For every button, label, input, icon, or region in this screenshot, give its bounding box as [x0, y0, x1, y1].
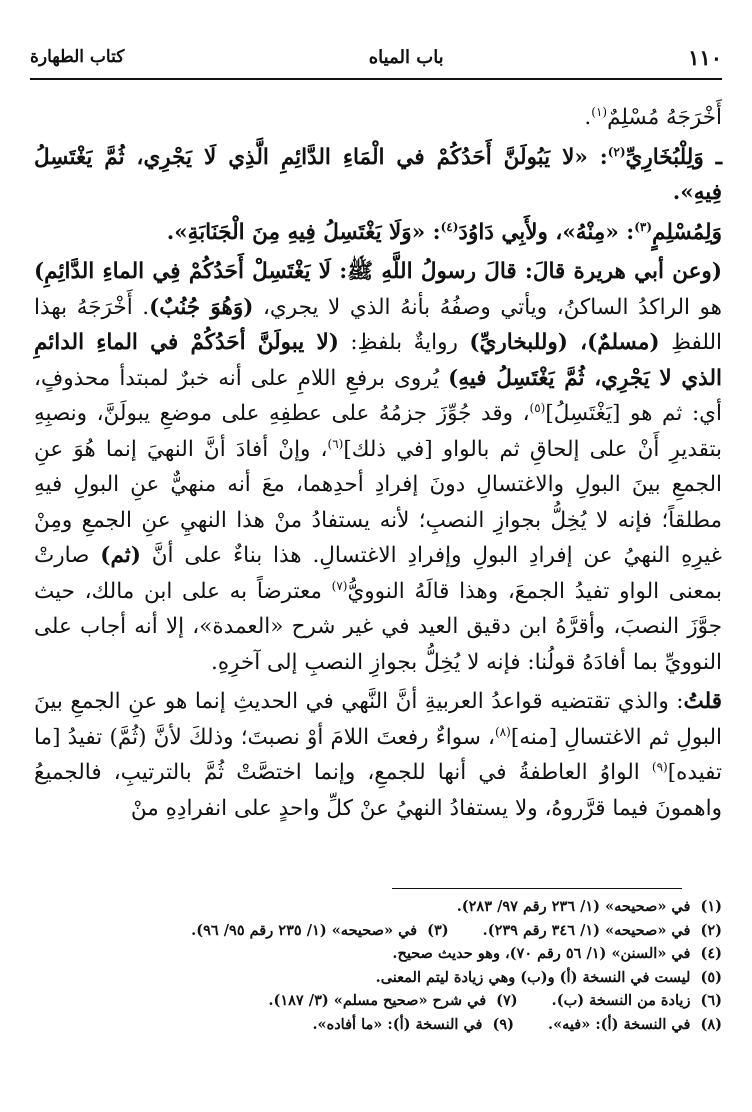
footnote-text: في «صحيحه» (١/ ٢٣٥ رقم ٩٥/ ٩٦).: [191, 921, 418, 939]
footnote-ref-3[interactable]: (٣): [634, 219, 653, 234]
text: : «وَلَا يَغْتَسِلُ فِيهِ مِنَ الْجَنَابَةِ».: [166, 219, 441, 245]
paragraph-2: [34, 140, 722, 211]
footnote-number: (٧): [496, 992, 518, 1009]
footnote-ref-9[interactable]: (٩): [651, 759, 668, 774]
footnote-row: [70, 989, 722, 1013]
footnote-number: (١): [700, 898, 722, 915]
footnote-ref-5[interactable]: (٥): [529, 400, 546, 415]
footnote-7: [268, 989, 517, 1013]
footnote-text: في شرح «صحيح مسلم» (٣/ ١٨٧).: [268, 992, 487, 1009]
text: أَخْرَجَهُ مُسْلِمٌ: [607, 105, 722, 130]
footnote-5: [376, 966, 722, 990]
paragraph-3: [34, 215, 722, 251]
text: ، وإنْ أفادَ أنَّ النهيَ إنما هُوَ عنِ الجمعِ بينَ البولِ والاغتسالِ دونَ إفرادِ أحدِهما، معَ أنه منهيٌّ عنِ البولِ فيهِ مطلقاً؛ فإنه لا يُخِلُّ بجوازِ النصبِ؛ لأنه يستفادُ منْ هذا النهيِ عنِ الجمعِ ومِنْ غيرِهِ النهيُ عن إفرادِ البولِ وإفرادِ الاغتسالِ. هذا بناءٌ على أنَّ: [34, 436, 723, 568]
footnote-number: (٤): [700, 945, 722, 962]
footnote-row: [70, 919, 722, 943]
text: ، سواءٌ رفعتَ اللامَ أوْ نصبتَ؛ وذلكَ لأنَّ (ثُمَّ) تفيدُ [ما تفيده]: [34, 724, 722, 785]
page-number: ١١٠: [688, 44, 722, 70]
text: معترضاً به على ابن مالك، حيث جوَّزَ النصبَ، وأقرَّهُ ابن دقيق العيد في غير شرح «العمدة»، إلا أنه أجاب على النوويِّ بما أفادَهُ قولُنا: فإنه لا يُخِلُّ بجوازِ النصبِ إلى آخرِهِ.: [34, 578, 722, 675]
footnote-row: [70, 966, 722, 990]
footnote-text: في «صحيحه» (١/ ٢٣٦ رقم ٩٧/ ٢٨٣).: [456, 898, 691, 915]
footnote-1: [457, 895, 722, 919]
running-header: [30, 40, 722, 74]
footnote-3: [191, 919, 448, 943]
footnote-9: [312, 1013, 514, 1037]
text: الواوُ العاطفةُ في أنها للجمعِ، وإنما اختصَّتْ ثُمَّ بالترتيبِ، فالجميعُ واهمونَ فيما قرَّروهُ، ولا يستفادُ النهيُ عنْ كلِّ واحدٍ على انفرادِهِ منْ: [34, 760, 722, 821]
text: ـ وَلِلْبُخَارِيِّ: [625, 144, 722, 170]
hadith-quote: (لا يبولَنَّ أحَدُكُمْ في الماءِ الدائمِ الذي لا يَجْرِي، ثُمَّ يَغْتَسِلُ فيهِ): [34, 330, 722, 391]
footnote-text: زيادة من النسخة (ب).: [551, 992, 691, 1009]
text: وَلِمُسْلِمٍ: [652, 219, 722, 245]
footnote-row: [70, 1013, 722, 1037]
book-title: كتاب الطهارة: [30, 47, 125, 67]
text: يُروى برفعِ اللامِ على أنه خبرٌ لمبتدأ محذوفٍ، أي: ثم هو [يَغْتَسِلُ]: [34, 365, 722, 426]
footnote-ref-1[interactable]: (١): [591, 104, 608, 119]
text: .: [584, 105, 592, 130]
text: هو الراكدُ الساكنُ، ويأتي وصفُهُ بأنهُ الذي لا يجري،: [253, 294, 722, 320]
main-text: [34, 100, 722, 830]
chapter-title: باب المياه: [368, 46, 444, 68]
footnote-text: في النسخة (أ): «فيه».: [548, 1015, 691, 1033]
footnote-ref-6[interactable]: (٦): [327, 436, 344, 451]
footnote-number: (٨): [700, 1015, 722, 1033]
footnotes: [70, 895, 722, 1036]
footnote-text: ليست في النسخة (أ) و(ب) وهي زيادة ليتم المعنى.: [375, 968, 691, 986]
text: صارتْ بمعنى الواو تفيدُ الجمعَ، وهذا قالَهُ النوويُّ: [34, 543, 722, 604]
text: . أَخْرَجَهُ بهذا اللفظِ: [34, 294, 722, 355]
footnote-number: (٥): [700, 968, 722, 986]
header-rule: [30, 78, 722, 80]
footnote-rule: [392, 888, 682, 889]
footnote-text: في النسخة (أ): «ما أفاده».: [312, 1015, 483, 1033]
text: : «لا يَبُولَنَّ أَحَدُكُمْ في الْمَاءِ الدَّائِمِ الَّذِي لَا يَجْرِي، ثُمَّ يَغْتَسِلُ فِيهِ».: [34, 144, 722, 205]
footnote-8: [548, 1013, 722, 1037]
text: : «مِنْهُ»، ولأَبِي دَاوُدَ: [458, 219, 635, 245]
keyword: (ثم): [100, 543, 141, 568]
footnote-2: [483, 919, 722, 943]
footnote-6: [552, 989, 722, 1013]
paragraph-4: [34, 254, 722, 680]
hadith-quote: (وَهُوَ جُنُبٌ): [149, 294, 254, 320]
text: روايةٌ بلفظِ:: [338, 330, 470, 355]
footnote-ref-8[interactable]: (٨): [494, 724, 511, 739]
hadith-quote: (وعن أبي هريرة قالَ: قالَ رسولُ اللَّهِ ﷺ: لَا يَغْتَسِلْ أَحَدُكُمْ فِي الماءِ الدَّائِمِ): [34, 259, 722, 284]
footnote-number: (٢): [700, 921, 722, 939]
footnote-number: (٣): [427, 921, 449, 939]
text: : والذي تقتضيه قواعدُ العربيةِ أنَّ النَّهي في الحديثِ إنما هو عنِ الجمعِ بينَ البولِ ثم الاغتسالِ [منه]: [34, 689, 723, 750]
keyword: قلتُ: [683, 689, 722, 714]
footnote-ref-4[interactable]: (٤): [440, 219, 459, 234]
paragraph-1: [34, 100, 722, 136]
footnote-ref-2[interactable]: (٢): [607, 144, 626, 159]
footnote-number: (٦): [700, 992, 722, 1009]
footnote-row: [70, 942, 722, 966]
paragraph-5: [34, 684, 722, 826]
footnote-number: (٩): [492, 1015, 515, 1033]
footnote-text: في «صحيحه» (١/ ٣٤٦ رقم ٢٣٩).: [482, 921, 691, 939]
footnote-row: [70, 895, 722, 919]
footnote-4: [392, 942, 722, 966]
footnote-text: في «السنن» (١/ ٥٦ رقم ٧٠)، وهو حديث صحيح.: [392, 945, 691, 962]
footnote-ref-7[interactable]: (٧): [331, 578, 348, 593]
source-name: (مسلمٌ)، (وللبخاريِّ): [469, 330, 660, 355]
text: ، وقد جُوِّزَ جزمُهُ على عطفِهِ على موضعِ يبولَنَّ، ونصبِهِ بتقديرِ أَنْ على إلحاقِ ثم بالواو [في ذلك]: [34, 401, 722, 462]
